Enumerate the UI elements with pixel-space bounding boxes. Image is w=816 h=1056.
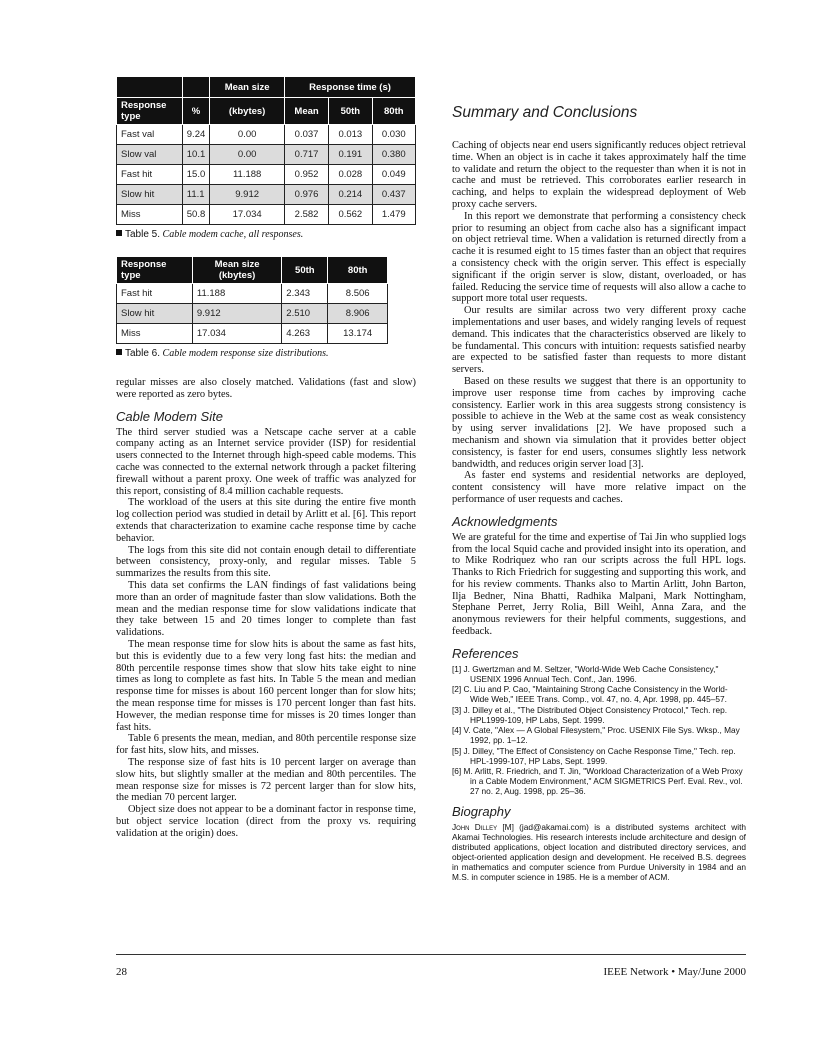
table-cell: Fast hit [117, 284, 193, 304]
table-5-caption-text: Cable modem cache, all responses. [162, 229, 304, 240]
table-cell: Slow hit [117, 304, 193, 324]
table-cell: Miss [117, 205, 183, 225]
paragraph: We are grateful for the time and expertise of Tai Jin who supplied logs from the local Squid cache and provided insight into its operation, and to Mike Rodriquez who ran our scripts across the full HPL logs. Thanks to Rich Friedrich for suggesting and supporting this work, and for his review comments. Thanks also to Martin Arlitt, John Barton, Ilja Bedner, Nina Bhatti, Radhika Malpani, Mark Nottingham, Stephane Perret, Jerry Rolia, Bill Weihl, Anna Zara, and the anonymous reviewers for their helpful comments, suggestions, and feedback. [452, 531, 746, 638]
table-6-col-50th: 50th [282, 257, 328, 284]
table-5-header-blank [182, 77, 210, 98]
table-cell: 8.906 [328, 304, 388, 324]
table-6-header-row [117, 257, 388, 284]
table-cell: 0.191 [329, 145, 372, 165]
table-cell: Miss [117, 324, 193, 344]
table-row [117, 304, 388, 324]
table-cell: 17.034 [210, 205, 285, 225]
table-5-header-response-time: Response time (s) [285, 77, 416, 98]
table-cell: 0.030 [372, 125, 415, 145]
table-5-col-mean: Mean [285, 98, 329, 125]
biography-name: John Dilley [452, 822, 498, 833]
paragraph: The mean response time for slow hits is about the same as fast hits, but this is evidently due to a few very long fast hits: the median and 80th percentile response times show that slow hits take eight to nine times as long to complete as fast hits. In Table 5 the mean and median response time for misses is about 160 percent longer than for slow hits; the mean response time for misses is 170 percent longer than fast hits. However, the median response time for misses is 20 times longer than fast hits. [116, 638, 416, 733]
table-6-col-80th: 80th [328, 257, 388, 284]
paragraph: This data set confirms the LAN findings of fast validations being more than an order of magnitude faster than slow validations. Both the mean and the median response time for slow validations indicate that they take between 15 and 20 times longer to complete than fast validations. [116, 579, 416, 639]
table-6-caption-text: Cable modem response size distributions. [162, 348, 329, 359]
table-5-caption [116, 229, 416, 240]
reference-item: [5] J. Dilley, "The Effect of Consistency on Cache Response Time," Tech. rep. HPL-1999-107, HP Labs, Sept. 1999. [452, 745, 736, 766]
table-5-col-50th: 50th [329, 98, 372, 125]
table-cell: Slow val [117, 145, 183, 165]
paragraph: Table 6 presents the mean, median, and 80th percentile response size for fast hits, slow hits, and misses. [116, 733, 416, 757]
reference-list [452, 664, 746, 797]
right-column [452, 76, 746, 882]
table-5-caption-label: Table 5. [125, 229, 161, 240]
table-row [117, 284, 388, 304]
table-cell: 0.562 [329, 205, 372, 225]
paragraph: The workload of the users at this site during the entire five month log collection period was studied in detail by Arlitt et al. [6]. This report extends that characterization to examine cache response time by cache behavior. [116, 497, 416, 544]
table-row [117, 165, 416, 185]
reference-item: [6] M. Arlitt, R. Friedrich, and T. Jin, "Workload Characterization of a Web Proxy in a Cable Modem Environment," ACM SIGMETRICS Perf. Eval. Rev., vol. 27 no. 2, Aug. 1998, pp. 25–36. [452, 766, 743, 797]
footer-rule [116, 954, 746, 955]
table-cell: 0.00 [210, 145, 285, 165]
paragraph: In this report we demonstrate that performing a consistency check prior to resuming an object from cache also has a significant impact on object retrieval time. When a validation is returned directly from a cache it is resumed eight to 15 times faster than an object that requires a consistency check with the origin server. This effect is especially significant if the origin server is slow, distant, overloaded, or has failed. Reducing the service time of requests will also allow a cache to support more total user requests. [452, 210, 746, 305]
table-row [117, 185, 416, 205]
table-cell: 11.188 [210, 165, 285, 185]
table-6-caption [116, 348, 416, 359]
reference-item: [3] J. Dilley et al., "The Distributed Object Consistency Protocol," Tech. rep. HPL1999-109, HP Labs, Sept. 1999. [452, 704, 728, 725]
table-cell: 0.028 [329, 165, 372, 185]
table-cell: Slow hit [117, 185, 183, 205]
table-cell: 17.034 [192, 324, 281, 344]
reference-item: [1] J. Gwertzman and M. Seltzer, "World-Wide Web Cache Consistency," USENIX 1996 Annual Tech. Conf., Jan. 1996. [452, 663, 719, 684]
paragraph: The third server studied was a Netscape cache server at a cable company acting as an Internet service provider (ISP) for residential users connected to the Internet through high-speed cable modems. This cache was connected to the external network through a packet filtering firewall without a parent proxy. One week of traffic was analyzed for this report, consisting of 8.4 million cachable requests. [116, 426, 416, 497]
square-bullet-icon [116, 230, 122, 236]
table-cell: 0.049 [372, 165, 415, 185]
table-cell: 8.506 [328, 284, 388, 304]
table-cell: 0.013 [329, 125, 372, 145]
table-5-col-80th: 80th [372, 98, 415, 125]
biography-text [452, 822, 746, 882]
table-6 [116, 256, 388, 344]
table-cell: 50.8 [182, 205, 210, 225]
reference-item: [2] C. Liu and P. Cao, "Maintaining Strong Cache Consistency in the World-Wide Web," IEEE Trans. Comp., vol. 47, no. 4, Apr. 1998, pp. 445–57. [452, 684, 728, 705]
table-cell: 13.174 [328, 324, 388, 344]
paragraph: The logs from this site did not contain enough detail to differentiate between consistency, proxy-only, and regular misses. Table 5 summarizes the results from this site. [116, 544, 416, 580]
section-heading-cable-modem-site: Cable Modem Site [116, 408, 223, 424]
reference-item: [4] V. Cate, "Alex — A Global Filesystem," Proc. USENIX File Sys. Wksp., May 1992, pp. 1–12. [452, 725, 740, 746]
paragraph: Our results are similar across two very different proxy cache implementations and user bases, and widely ranging levels of request demand. This indicates that the characteristics observed are likely to be fundamental. This concurs with intuition: requests satisfied nearby are expected to be satisfied faster than requests to more distant servers. [452, 305, 746, 376]
table-row [117, 205, 416, 225]
table-cell: 9.24 [182, 125, 210, 145]
table-cell: 0.717 [285, 145, 329, 165]
section-heading-references: References [452, 645, 519, 661]
table-5-col-percent: % [182, 98, 210, 125]
table-cell: 0.976 [285, 185, 329, 205]
table-cell: Fast hit [117, 165, 183, 185]
table-cell: 0.952 [285, 165, 329, 185]
section-heading-summary: Summary and Conclusions [452, 104, 638, 121]
table-cell: 11.188 [192, 284, 281, 304]
table-cell: 9.912 [210, 185, 285, 205]
table-5-header-mean-size: Mean size [210, 77, 285, 98]
table-row [117, 145, 416, 165]
table-5-col-kbytes: (kbytes) [210, 98, 285, 125]
page-number: 28 [116, 966, 127, 978]
paragraph: The response size of fast hits is 10 percent larger on average than slow hits, but slightly smaller at the median and 80th percentiles. The mean response size for misses is 72 percent larger than for slow hits, the median 70 percent larger. [116, 756, 416, 804]
table-cell: 10.1 [182, 145, 210, 165]
table-cell: 2.510 [282, 304, 328, 324]
table-5-header-blank [117, 77, 183, 98]
table-cell: 11.1 [182, 185, 210, 205]
table-cell: Fast val [117, 125, 183, 145]
paragraph: Caching of objects near end users significantly reduces object retrieval time. When an object is in cache it takes approximately half the time to validate and return the object to the requester than when it is not in cache and must be retrieved. This corroborates earlier research in caching, and helps to explain the widespread deployment of Web proxy cache servers. [452, 140, 747, 210]
table-5-header-row-2 [117, 98, 416, 125]
journal-footer: IEEE Network • May/June 2000 [603, 966, 746, 978]
table-cell: 0.214 [329, 185, 372, 205]
table-6-col-mean-size: Mean size (kbytes) [192, 257, 281, 284]
table-cell: 0.437 [372, 185, 415, 205]
section-heading-biography: Biography [452, 804, 511, 820]
paragraph: As faster end systems and residential networks are deployed, content consistency will have more relative impact on the performance of user requests and caches. [452, 470, 746, 505]
table-5 [116, 76, 416, 225]
table-row [117, 125, 416, 145]
table-cell: 0.037 [285, 125, 329, 145]
section-heading-acknowledgments: Acknowledgments [452, 513, 558, 529]
table-cell: 0.380 [372, 145, 415, 165]
table-cell: 0.00 [210, 125, 285, 145]
table-row [117, 324, 388, 344]
table-cell: 9.912 [192, 304, 281, 324]
table-cell: 4.263 [282, 324, 328, 344]
table-cell: 1.479 [372, 205, 415, 225]
table-5-col-response-type: Response type [117, 98, 183, 125]
left-column [116, 76, 416, 839]
paragraph: Based on these results we suggest that there is an opportunity to improve user response time from caches by improving cache consistency. Earlier work in this area suggests strong consistency is possible to achieve in the Web at the same cost as weak consistency by using server invalidations [2]. We have proposed such a mechanism and shown via simulation that it provides better object consistency, is faster for end users, consumes slightly less network bandwidth, and reduces origin server load [3]. [452, 375, 746, 470]
table-5-header-row-1 [117, 77, 416, 98]
table-cell: 2.343 [282, 284, 328, 304]
biography-body: [M] (jad@akamai.com) is a distributed systems architect with Akamai Technologies. His research interests include architecture and design of distributed applications, object location and distributed directory services, and object-oriented application design and development. He received B.S. degrees in mathematics and computer science from Purdue University in 1984 and an M.S. in computer science in 1985. He is a member of ACM. [452, 822, 746, 883]
square-bullet-icon [116, 349, 122, 355]
paragraph: regular misses are also closely matched. Validations (fast and slow) were reported as zero bytes. [116, 377, 416, 400]
paragraph: Object size does not appear to be a dominant factor in response time, but object service location (direct from the proxy vs. requiring validation at the origin) does. [116, 804, 416, 839]
table-cell: 15.0 [182, 165, 210, 185]
table-cell: 2.582 [285, 205, 329, 225]
table-6-caption-label: Table 6. [125, 348, 161, 359]
table-6-col-response-type: Response type [117, 257, 193, 284]
